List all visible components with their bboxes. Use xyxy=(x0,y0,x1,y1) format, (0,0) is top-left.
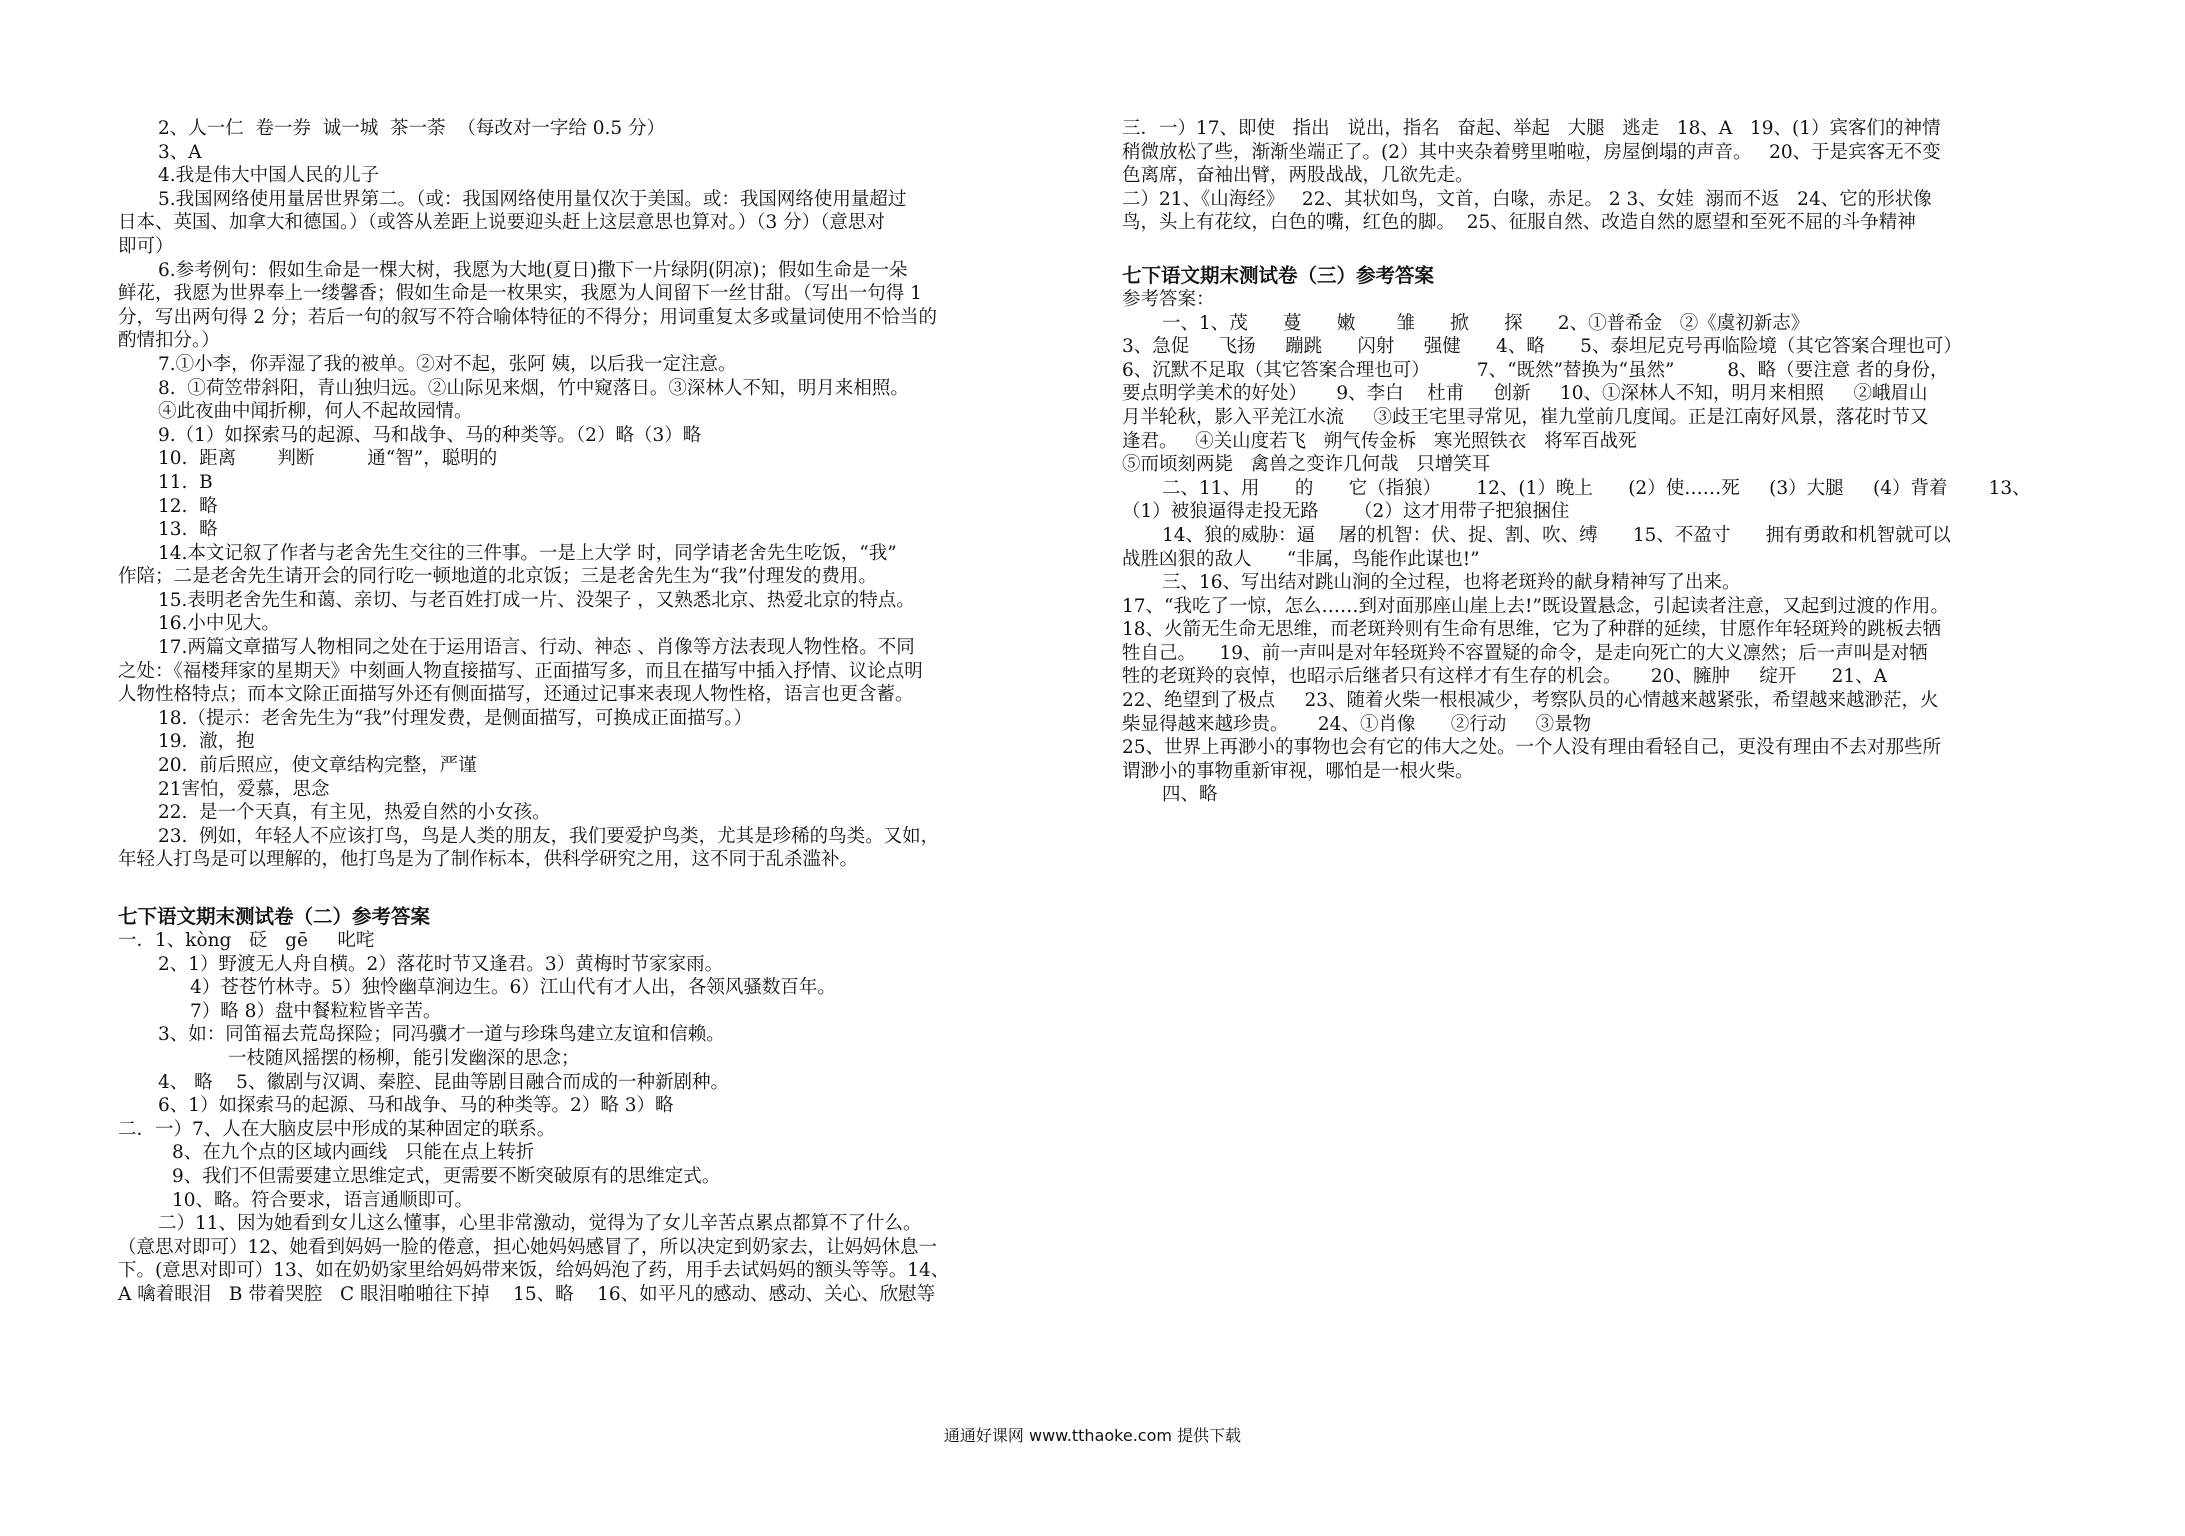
answer-line: 13. 略 xyxy=(158,519,218,541)
answer-line: 6.参考例句：假如生命是一棵大树，我愿为大地(夏日)撒下一片绿阴(阴凉)；假如生命是一朵 xyxy=(158,259,908,281)
answer-line: 9.（1）如探索马的起源、马和战争、马的种类等。（2）略（3）略 xyxy=(158,424,702,446)
answer-line: 月半轮秋，影入平羌江水流 ③歧王宅里寻常见，崔九堂前几度闻。正是江南好风景，落花时节又 xyxy=(1122,406,1929,428)
answer-line: 下。(意思对即可）13、如在奶奶家里给妈妈带来饭，给妈妈泡了药，用手去试妈妈的额头等等。14、 xyxy=(118,1260,950,1282)
answer-line: 6、沉默不足取（其它答案合理也可） 7、“既然”替换为“虽然” 8、略（要注意 者的身份， xyxy=(1122,359,1949,381)
answer-line: 2、1）野渡无人舟自横。2）落花时节又逢君。3）黄梅时节家家雨。 xyxy=(158,953,724,975)
answer-line: 作陪；二是老舍先生请开会的同行吃一顿地道的北京饭；三是老舍先生为“我”付理发的费用。 xyxy=(118,566,877,588)
section2-answers xyxy=(118,929,1084,1307)
answer-line: ④此夜曲中闻折柳，何人不起故园情。 xyxy=(158,401,473,423)
answer-line: 18.（提示：老舍先生为“我”付理发费，是侧面描写，可换成正面描写。） xyxy=(158,707,753,729)
answer-line: 5.我国网络使用量居世界第二。（或：我国网络使用量仅次于美国。或：我国网络使用量超过 xyxy=(158,188,907,210)
answer-line: 二．一）7、人在大脑皮层中形成的某种固定的联系。 xyxy=(118,1118,556,1140)
answer-line: 色离席，奋袖出臂，两股战战，几欲先走。 xyxy=(1122,165,1474,187)
answer-line: 15.表明老舍先生和蔼、亲切、与老百姓打成一片、没架子 ，又熟悉北京、热爱北京的特点。 xyxy=(158,589,915,611)
answer-line: 6、1）如探索马的起源、马和战争、马的种类等。2）略 3）略 xyxy=(158,1095,674,1117)
section2-title: 七下语文期末测试卷（二）参考答案 xyxy=(118,905,431,928)
answer-line: 即可） xyxy=(118,235,174,257)
answer-line: 二、11、用 的 它（指狼） 12、(1）晚上 (2）使……死 (3）大腿 (4）背着 13、 xyxy=(1162,477,2031,499)
answer-line: 四、略 xyxy=(1162,784,1218,806)
answer-line: 三、16、写出结对跳山涧的全过程，也将老斑羚的献身精神写了出来。 xyxy=(1162,572,1741,594)
answer-line: 3、急促 飞扬 蹦跳 闪射 强健 4、略 5、泰坦尼克号再临险境（其它答案合理也可） xyxy=(1122,336,1962,358)
answer-line: 14.本文记叙了作者与老舍先生交往的三件事。一是上大学 时，同学请老舍先生吃饭，“我” xyxy=(158,542,897,564)
answer-line: 二）21、《山海经》 22、其状如鸟，文首，白喙，赤足。 2 3、女娃 溺而不返 24、它的形状像 xyxy=(1122,188,1932,210)
answer-line: 参考答案： xyxy=(1122,288,1215,310)
answer-line: 22、绝望到了极点 23、随着火柴一根根减少，考察队员的心情越来越紧张，希望越来越渺茫，火 xyxy=(1122,690,1939,712)
answer-line: 三．一）17、即使 指出 说出，指名 奋起、举起 大腿 逃走 18、A 19、(1）宾客们的神情 xyxy=(1122,118,1941,139)
answer-line: 8. ①荷笠带斜阳，青山独归远。②山际见来烟，竹中窥落日。③深林人不知，明月来相照。 xyxy=(158,377,909,399)
answer-line: 7）略 8）盘中餐粒粒皆辛苦。 xyxy=(190,1000,442,1022)
answer-line: （1）被狼逼得走投无路 （2）这才用带子把狼捆住 xyxy=(1122,501,1570,523)
answer-line: 年轻人打鸟是可以理解的，他打鸟是为了制作标本，供科学研究之用，这不同于乱杀滥补。 xyxy=(118,849,859,871)
answer-line: 11. B xyxy=(158,471,213,493)
answer-line: 9、我们不但需要建立思维定式，更需要不断突破原有的思维定式。 xyxy=(172,1165,721,1187)
answer-line: 一枝随风摇摆的杨柳，能引发幽深的思念； xyxy=(228,1047,580,1069)
answer-line: 10、略。符合要求，语言通顺即可。 xyxy=(172,1189,474,1211)
answer-line: 16.小中见大。 xyxy=(158,613,280,635)
answer-line: A 噙着眼泪 B 带着哭腔 C 眼泪啪啪往下掉 15、略 16、如平凡的感动、感动、关心、欣慰等 xyxy=(118,1283,936,1305)
answer-line: 稍微放松了些，渐渐坐端正了。(2）其中夹杂着劈里啪啦，房屋倒塌的声音。 20、于是宾客无不变 xyxy=(1122,141,1941,163)
section1-answers xyxy=(118,117,1084,872)
answer-line: 17.两篇文章描写人物相同之处在于运用语言、行动、神态 、肖像等方法表现人物性格。不同 xyxy=(158,637,915,659)
section3-title: 七下语文期末测试卷（三）参考答案 xyxy=(1122,263,1435,287)
answer-line: 2、人一仁 卷一券 诚一城 茶一荼 （每改对一字给 0.5 分） xyxy=(158,118,665,139)
answer-line: 4）苍苍竹林寺。5）独怜幽草涧边生。6）江山代有才人出，各领风骚数百年。 xyxy=(190,977,836,999)
section2-continued-answers xyxy=(1122,117,2082,235)
answer-line: 3、如：同笛福去荒岛探险；同冯骥才一道与珍珠鸟建立友谊和信赖。 xyxy=(158,1024,725,1046)
answer-line: 逢君。 ④关山度若飞 朔气传金柝 寒光照铁衣 将军百战死 xyxy=(1122,430,1637,452)
answer-line: 要点明学美术的好处） 9、李白 杜甫 创新 10、①深林人不知，明月来相照 ②峨眉山 xyxy=(1122,383,1928,405)
answer-line: 一．1、kòng 砭 gē 叱咤 xyxy=(118,930,375,951)
answer-line: 一、1、茂 蔓 嫩 雏 掀 探 2、①普希金 ②《虞初新志》 xyxy=(1162,312,1810,334)
answer-line: 日本、英国、加拿大和德国。）（或答从差距上说要迎头赶上这层意思也算对。）（3 分）（意思对 xyxy=(118,212,885,234)
footer-credit: 通通好课网 www.tthaoke.com 提供下载 xyxy=(943,1426,1242,1445)
answer-line: 牲的老斑羚的哀悼，也昭示后继者只有这样才有生存的机会。 20、臃肿 绽开 21、A xyxy=(1122,666,1888,688)
answer-line: 14、狼的威胁：逼 屠的机智：伏、捉、割、吹、缚 15、不盈寸 拥有勇敢和机智就可以 xyxy=(1162,524,1951,546)
answer-line: 23. 例如，年轻人不应该打鸟，鸟是人类的朋友，我们要爱护鸟类，尤其是珍稀的鸟类。又如， xyxy=(158,825,940,847)
right-column xyxy=(1122,117,2082,807)
answer-line: 人物性格特点；而本文除正面描写外还有侧面描写，还通过记事来表现人物性格，语言也更含蓄。 xyxy=(118,684,914,706)
answer-line: （意思对即可）12、她看到妈妈一脸的倦意，担心她妈妈感冒了，所以决定到奶家去，让妈妈休息一 xyxy=(118,1236,938,1258)
answer-line: 12. 略 xyxy=(158,495,218,517)
answer-line: 之处：《福楼拜家的星期天》中刻画人物直接描写、正面描写多，而且在描写中插入抒情、议论点明 xyxy=(118,660,923,682)
answer-line: 19. 澈，抱 xyxy=(158,731,255,753)
answer-line: 3、A xyxy=(158,141,202,163)
section3-answers xyxy=(1122,288,2082,807)
answer-line: 酌情扣分。） xyxy=(118,330,220,352)
left-column xyxy=(118,117,1084,1307)
answer-line: 柴显得越来越珍贵。 24、①肖像 ②行动 ③景物 xyxy=(1122,713,1592,735)
answer-line: 17、“我吃了一惊，怎么……到对面那座山崖上去!”既设置悬念，引起读者注意，又起到过渡的作用。 xyxy=(1122,595,1949,617)
answer-line: 分，写出两句得 2 分；若后一句的叙写不符合喻体特征的不得分；用词重复太多或量词使用不恰当的 xyxy=(118,306,938,328)
answer-line: 8、在九个点的区域内画线 只能在点上转折 xyxy=(172,1142,535,1164)
answer-line: 二）11、因为她看到女儿这么懂事，心里非常激动，觉得为了女儿辛苦点累点都算不了什么。 xyxy=(158,1213,922,1235)
answer-line: 战胜凶狠的敌人 “非属，鸟能作此谋也!” xyxy=(1122,548,1480,570)
answer-line: 4.我是伟大中国人民的儿子 xyxy=(158,165,380,187)
answer-line: ⑤而顷刻两毙 禽兽之变诈几何哉 只增笑耳 xyxy=(1122,454,1491,476)
answer-line: 牲自己。 19、前一声叫是对年轻斑羚不容置疑的命令，是走向死亡的大义凛然；后一声叫是对牺 xyxy=(1122,642,1928,664)
answer-line: 7.①小李，你弄湿了我的被单。②对不起，张阿 姨，以后我一定注意。 xyxy=(158,353,737,375)
answer-line: 20. 前后照应，使文章结构完整，严谨 xyxy=(158,755,477,777)
answer-line: 谓渺小的事物重新审视，哪怕是一根火柴。 xyxy=(1122,760,1474,782)
answer-line: 21害怕，爱慕，思念 xyxy=(158,778,330,800)
answer-line: 鲜花，我愿为世界奉上一缕馨香；假如生命是一枚果实，我愿为人间留下一丝甘甜。（写出一句得 1 xyxy=(118,283,922,305)
answer-line: 22. 是一个天真，有主见，热爱自然的小女孩。 xyxy=(158,802,551,824)
answer-line: 4、 略 5、徽剧与汉调、秦腔、昆曲等剧目融合而成的一种新剧种。 xyxy=(158,1071,729,1093)
answer-line: 10. 距离 判断 通“智”，聪明的 xyxy=(158,448,498,470)
answer-line: 18、火箭无生命无思维，而老斑羚则有生命有思维，它为了种群的延续，甘愿作年轻斑羚的跳板去牺 xyxy=(1122,619,1942,641)
answer-line: 鸟，头上有花纹，白色的嘴，红色的脚。 25、征服自然、改造自然的愿望和至死不屈的斗争精神 xyxy=(1122,212,1916,234)
answer-line: 25、世界上再渺小的事物也会有它的伟大之处。一个人没有理由看轻自己，更没有理由不去对那些所 xyxy=(1122,737,1942,759)
